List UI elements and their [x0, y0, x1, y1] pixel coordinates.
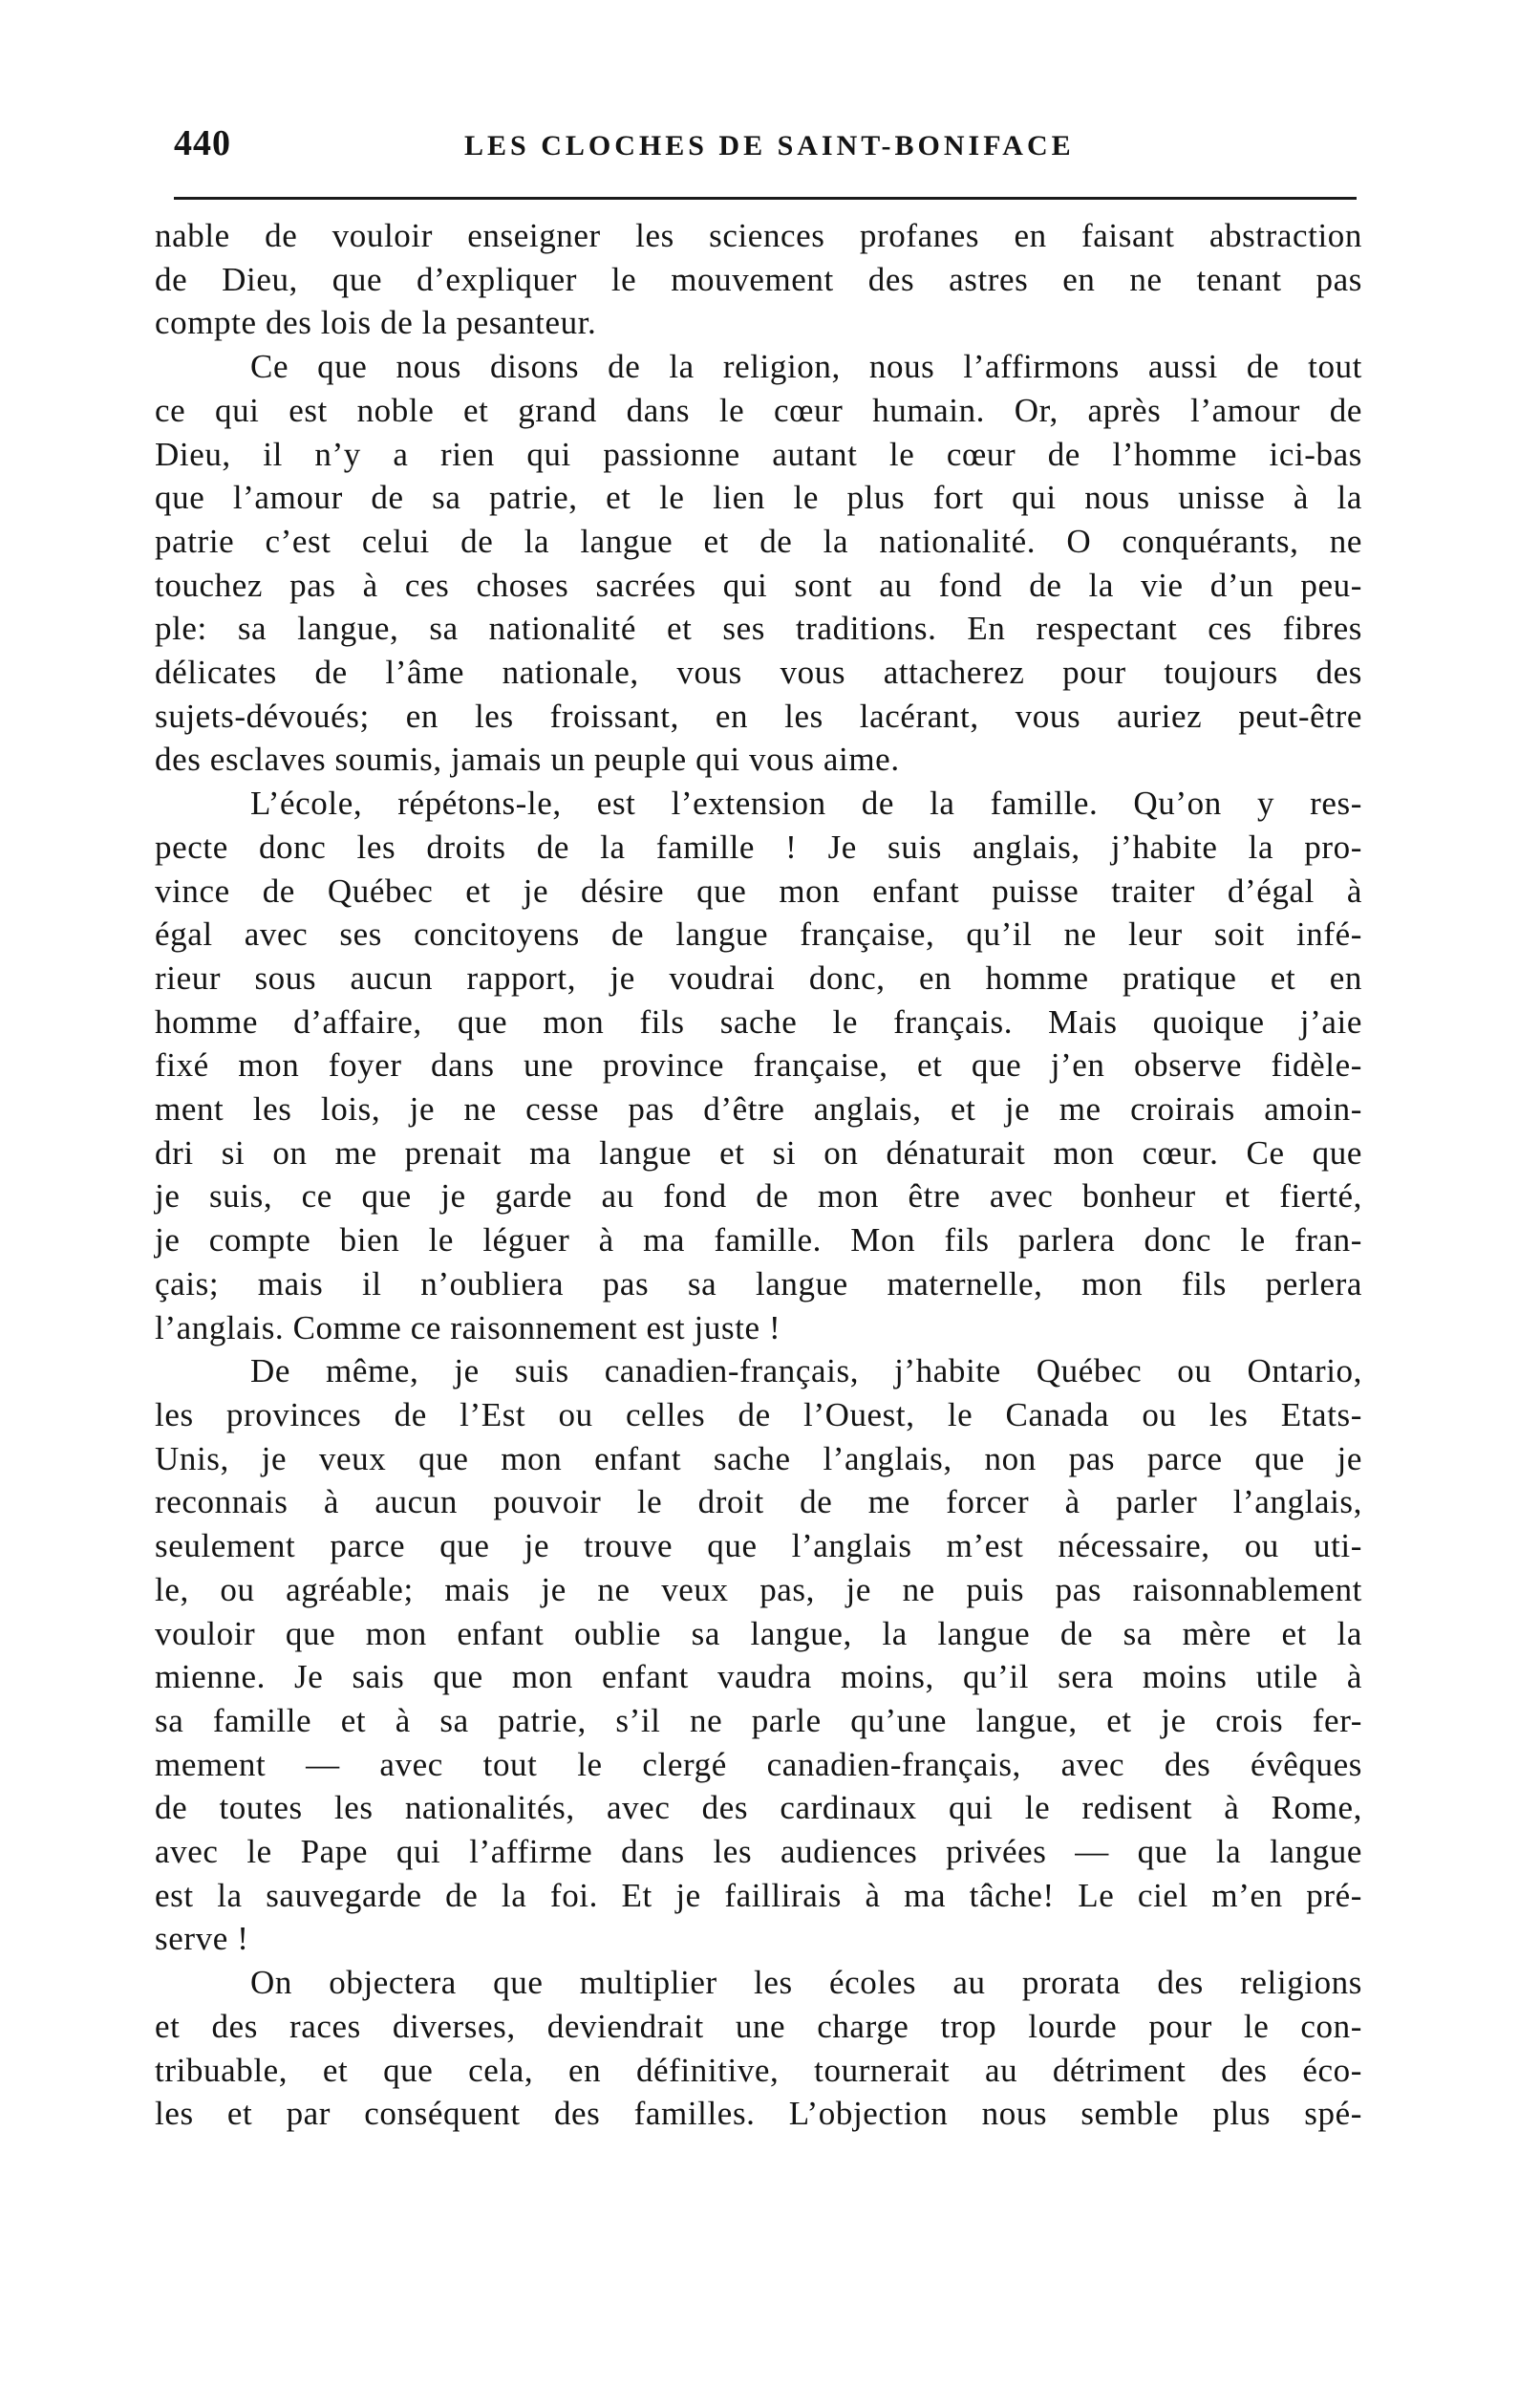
text-line: seulement parce que je trouve que l’anglais m’est nécessaire, ou uti-	[155, 1527, 1362, 1565]
text-line: vince de Québec et je désire que mon enfant puisse traiter d’égal à	[155, 872, 1362, 910]
text-line: L’école, répétons-le, est l’extension de la famille. Qu’on y res-	[250, 785, 1362, 823]
text-line: des esclaves soumis, jamais un peuple qui vous aime.	[155, 741, 900, 779]
text-line: rieur sous aucun rapport, je voudrai donc, en homme pratique et en	[155, 958, 1362, 997]
page-header	[168, 122, 1353, 180]
text-line: je suis, ce que je garde au fond de mon être avec bonheur et fierté,	[155, 1177, 1362, 1216]
text-line: de toutes les nationalités, avec des cardinaux qui le redisent à Rome,	[155, 1789, 1362, 1827]
page-number: 440	[174, 123, 231, 163]
text-line: homme d’affaire, que mon fils sache le français. Mais quoique j’aie	[155, 1002, 1362, 1041]
text-line: ce qui est noble et grand dans le cœur humain. Or, après l’amour de	[155, 391, 1362, 429]
text-line: touchez pas à ces choses sacrées qui sont au fond de la vie d’un peu-	[155, 566, 1362, 604]
running-title: LES CLOCHES DE SAINT-BONIFACE	[464, 130, 1075, 161]
text-line: et des races diverses, deviendrait une charge trop lourde pour le con-	[155, 2007, 1362, 2045]
text-line: nable de vouloir enseigner les sciences profanes en faisant abstraction	[155, 217, 1362, 254]
text-line: compte des lois de la pesanteur.	[155, 304, 597, 342]
text-line: le, ou agréable; mais je ne veux pas, je ne puis pas raisonnablement	[155, 1570, 1362, 1608]
text-line: dri si on me prenait ma langue et si on dénaturait mon cœur. Ce que	[155, 1133, 1362, 1172]
text-line: çais; mais il n’oubliera pas sa langue maternelle, mon fils perlera	[155, 1264, 1362, 1303]
text-line: Ce que nous disons de la religion, nous l’affirmons aussi de tout	[250, 348, 1362, 386]
text-line: On objectera que multiplier les écoles au prorata des religions	[250, 1964, 1362, 2002]
text-line: de Dieu, que d’expliquer le mouvement des astres en ne tenant pas	[155, 260, 1362, 298]
text-line: avec le Pape qui l’affirme dans les audiences privées — que la langue	[155, 1833, 1362, 1871]
text-line: je compte bien le léguer à ma famille. Mon fils parlera donc le fran-	[155, 1221, 1362, 1260]
text-line: fixé mon foyer dans une province française, et que j’en observe fidèle-	[155, 1046, 1362, 1085]
text-line: sujets-dévoués; en les froissant, en les lacérant, vous auriez peut-être	[155, 697, 1362, 735]
text-line: que l’amour de sa patrie, et le lien le plus fort qui nous unisse à la	[155, 479, 1362, 517]
text-line: tribuable, et que cela, en définitive, tournerait au détriment des éco-	[155, 2051, 1362, 2089]
text-line: serve !	[155, 1920, 249, 1958]
text-line: ment les lois, je ne cesse pas d’être anglais, et je me croirais amoin-	[155, 1090, 1362, 1129]
text-line: Unis, je veux que mon enfant sache l’anglais, non pas parce que je	[155, 1439, 1362, 1477]
text-line: l’anglais. Comme ce raisonnement est juste !	[155, 1308, 781, 1346]
text-line: Dieu, il n’y a rien qui passionne autant le cœur de l’homme ici-bas	[155, 435, 1362, 473]
text-line: patrie c’est celui de la langue et de la nationalité. O conquérants, ne	[155, 522, 1362, 560]
text-line: ple: sa langue, sa nationalité et ses traditions. En respectant ces fibres	[155, 610, 1362, 648]
header-rule	[174, 197, 1357, 200]
text-line: De même, je suis canadien-français, j’habite Québec ou Ontario,	[250, 1352, 1362, 1390]
text-line: délicates de l’âme nationale, vous vous attacherez pour toujours des	[155, 654, 1362, 692]
text-line: est la sauvegarde de la foi. Et je faillirais à ma tâche! Le ciel m’en pré-	[155, 1876, 1362, 1914]
text-line: les provinces de l’Est ou celles de l’Ouest, le Canada ou les Etats-	[155, 1395, 1362, 1433]
text-line: mement — avec tout le clergé canadien-français, avec des évêques	[155, 1745, 1362, 1783]
text-line: les et par conséquent des familles. L’objection nous semble plus spé-	[155, 2095, 1362, 2133]
text-line: reconnais à aucun pouvoir le droit de me forcer à parler l’anglais,	[155, 1483, 1362, 1521]
text-line: égal avec ses concitoyens de langue française, qu’il ne leur soit infé-	[155, 915, 1362, 954]
text-line: sa famille et à sa patrie, s’il ne parle qu’une langue, et je crois fer-	[155, 1701, 1362, 1739]
text-line: mienne. Je sais que mon enfant vaudra moins, qu’il sera moins utile à	[155, 1658, 1362, 1696]
body-text	[155, 214, 1362, 2136]
text-line: vouloir que mon enfant oublie sa langue, la langue de sa mère et la	[155, 1614, 1362, 1652]
text-line: pecte donc les droits de la famille ! Je suis anglais, j’habite la pro-	[155, 828, 1362, 866]
